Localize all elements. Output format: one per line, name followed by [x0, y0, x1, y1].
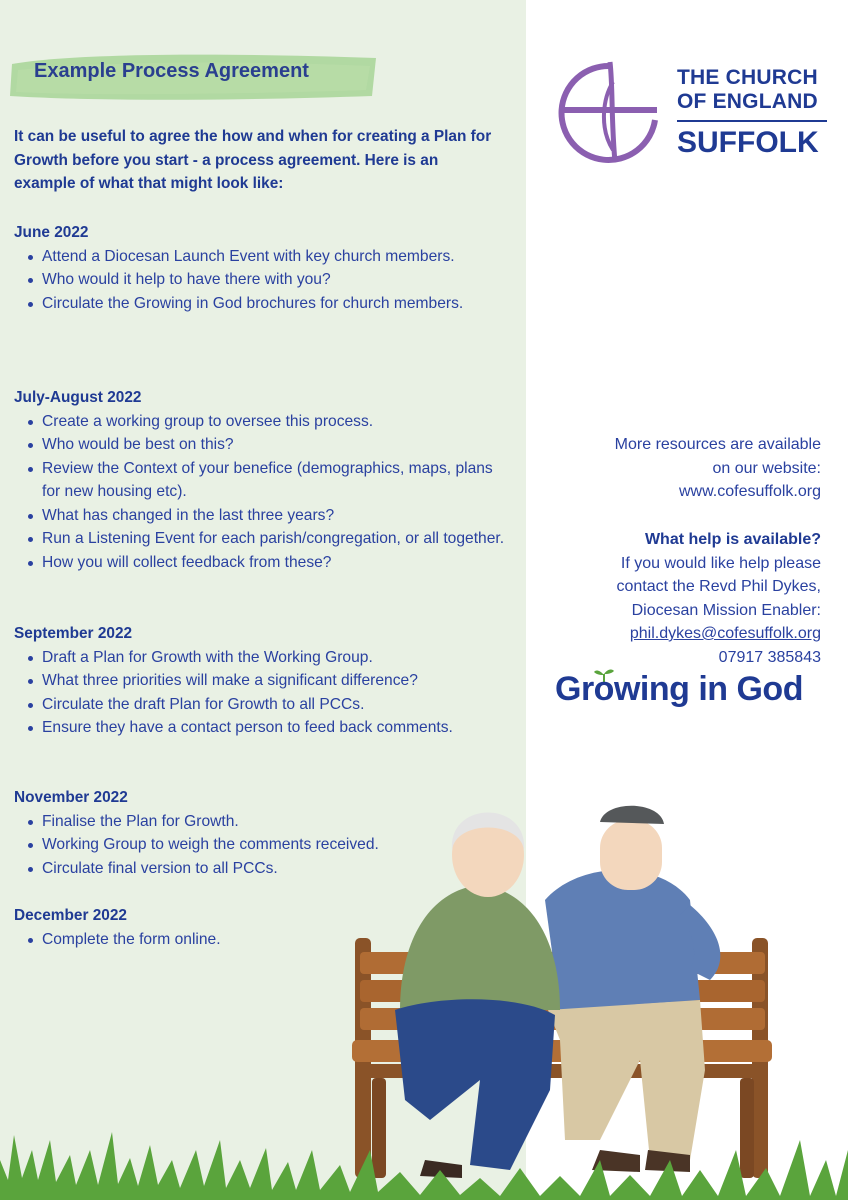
website-link[interactable]: www.cofesuffolk.org: [679, 483, 821, 500]
list-item: Ensure they have a contact person to feed back comments.: [14, 716, 514, 740]
help-line: If you would like help please: [620, 554, 821, 572]
phone-number: 07917 385843: [718, 648, 821, 666]
help-line: contact the Revd Phil Dykes,: [616, 578, 821, 595]
man-figure: [545, 806, 720, 1172]
list-item: Draft a Plan for Growth with the Working Group.: [14, 646, 514, 670]
church-of-england-logo: [555, 58, 830, 168]
list-item: Run a Listening Event for each parish/congregation, or all together.: [14, 527, 514, 551]
list-item: Circulate final version to all PCCs.: [14, 857, 514, 881]
list-item: Circulate the draft Plan for Growth to all PCCs.: [14, 693, 514, 717]
list-item: Review the Context of your benefice (demographics, maps, plans for new housing etc).: [14, 457, 514, 504]
list-item: What three priorities will make a significant difference?: [14, 669, 514, 693]
cross-circle-icon: [555, 58, 665, 168]
section-heading: November 2022: [14, 789, 128, 806]
woman-figure: [395, 813, 560, 1179]
email-link[interactable]: phil.dykes@cofesuffolk.org: [629, 625, 821, 642]
list-item: What has changed in the last three years?: [14, 504, 514, 528]
section-september-2022: [14, 622, 514, 740]
growing-in-god-logo: Growing in God: [555, 670, 803, 708]
resources-line: on our website:: [712, 459, 821, 477]
section-july-august-2022: [14, 386, 514, 574]
list-item: How you will collect feedback from these?: [14, 551, 514, 575]
section-june-2022: [14, 221, 514, 315]
help-line: Diocesan Mission Enabler:: [631, 601, 821, 619]
logo-divider: [677, 120, 827, 122]
list-item: Circulate the Growing in God brochures for church members.: [14, 292, 514, 316]
section-heading: September 2022: [14, 625, 133, 642]
logo-text-line1: THE CHURCH: [677, 66, 818, 89]
list-item: Complete the form online.: [14, 928, 514, 952]
list-item: Finalise the Plan for Growth.: [14, 810, 514, 834]
list-item: Who would it help to have there with you?: [14, 268, 514, 292]
list-item: Who would be best on this?: [14, 433, 514, 457]
intro-text: It can be useful to agree the how and when for creating a Plan for Growth before you start - a process agreement. Here is an example of what that might look like:: [14, 128, 492, 192]
list-item: Working Group to weigh the comments received.: [14, 833, 514, 857]
section-heading: December 2022: [14, 907, 127, 924]
help-heading: What help is available?: [644, 531, 821, 548]
list-item: Create a working group to oversee this process.: [14, 410, 514, 434]
resources-line: More resources are available: [614, 436, 821, 453]
couple-on-bench-illustration: [0, 790, 848, 1200]
section-heading: June 2022: [14, 224, 89, 241]
section-heading: July-August 2022: [14, 389, 142, 406]
resources-block: [521, 433, 821, 504]
logo-text-suffolk: SUFFOLK: [677, 126, 819, 159]
list-item: Attend a Diocesan Launch Event with key church members.: [14, 245, 514, 269]
page-title: Example Process Agreement: [34, 60, 309, 82]
help-block: [521, 528, 821, 669]
logo-text-line2: OF ENGLAND: [677, 90, 818, 113]
